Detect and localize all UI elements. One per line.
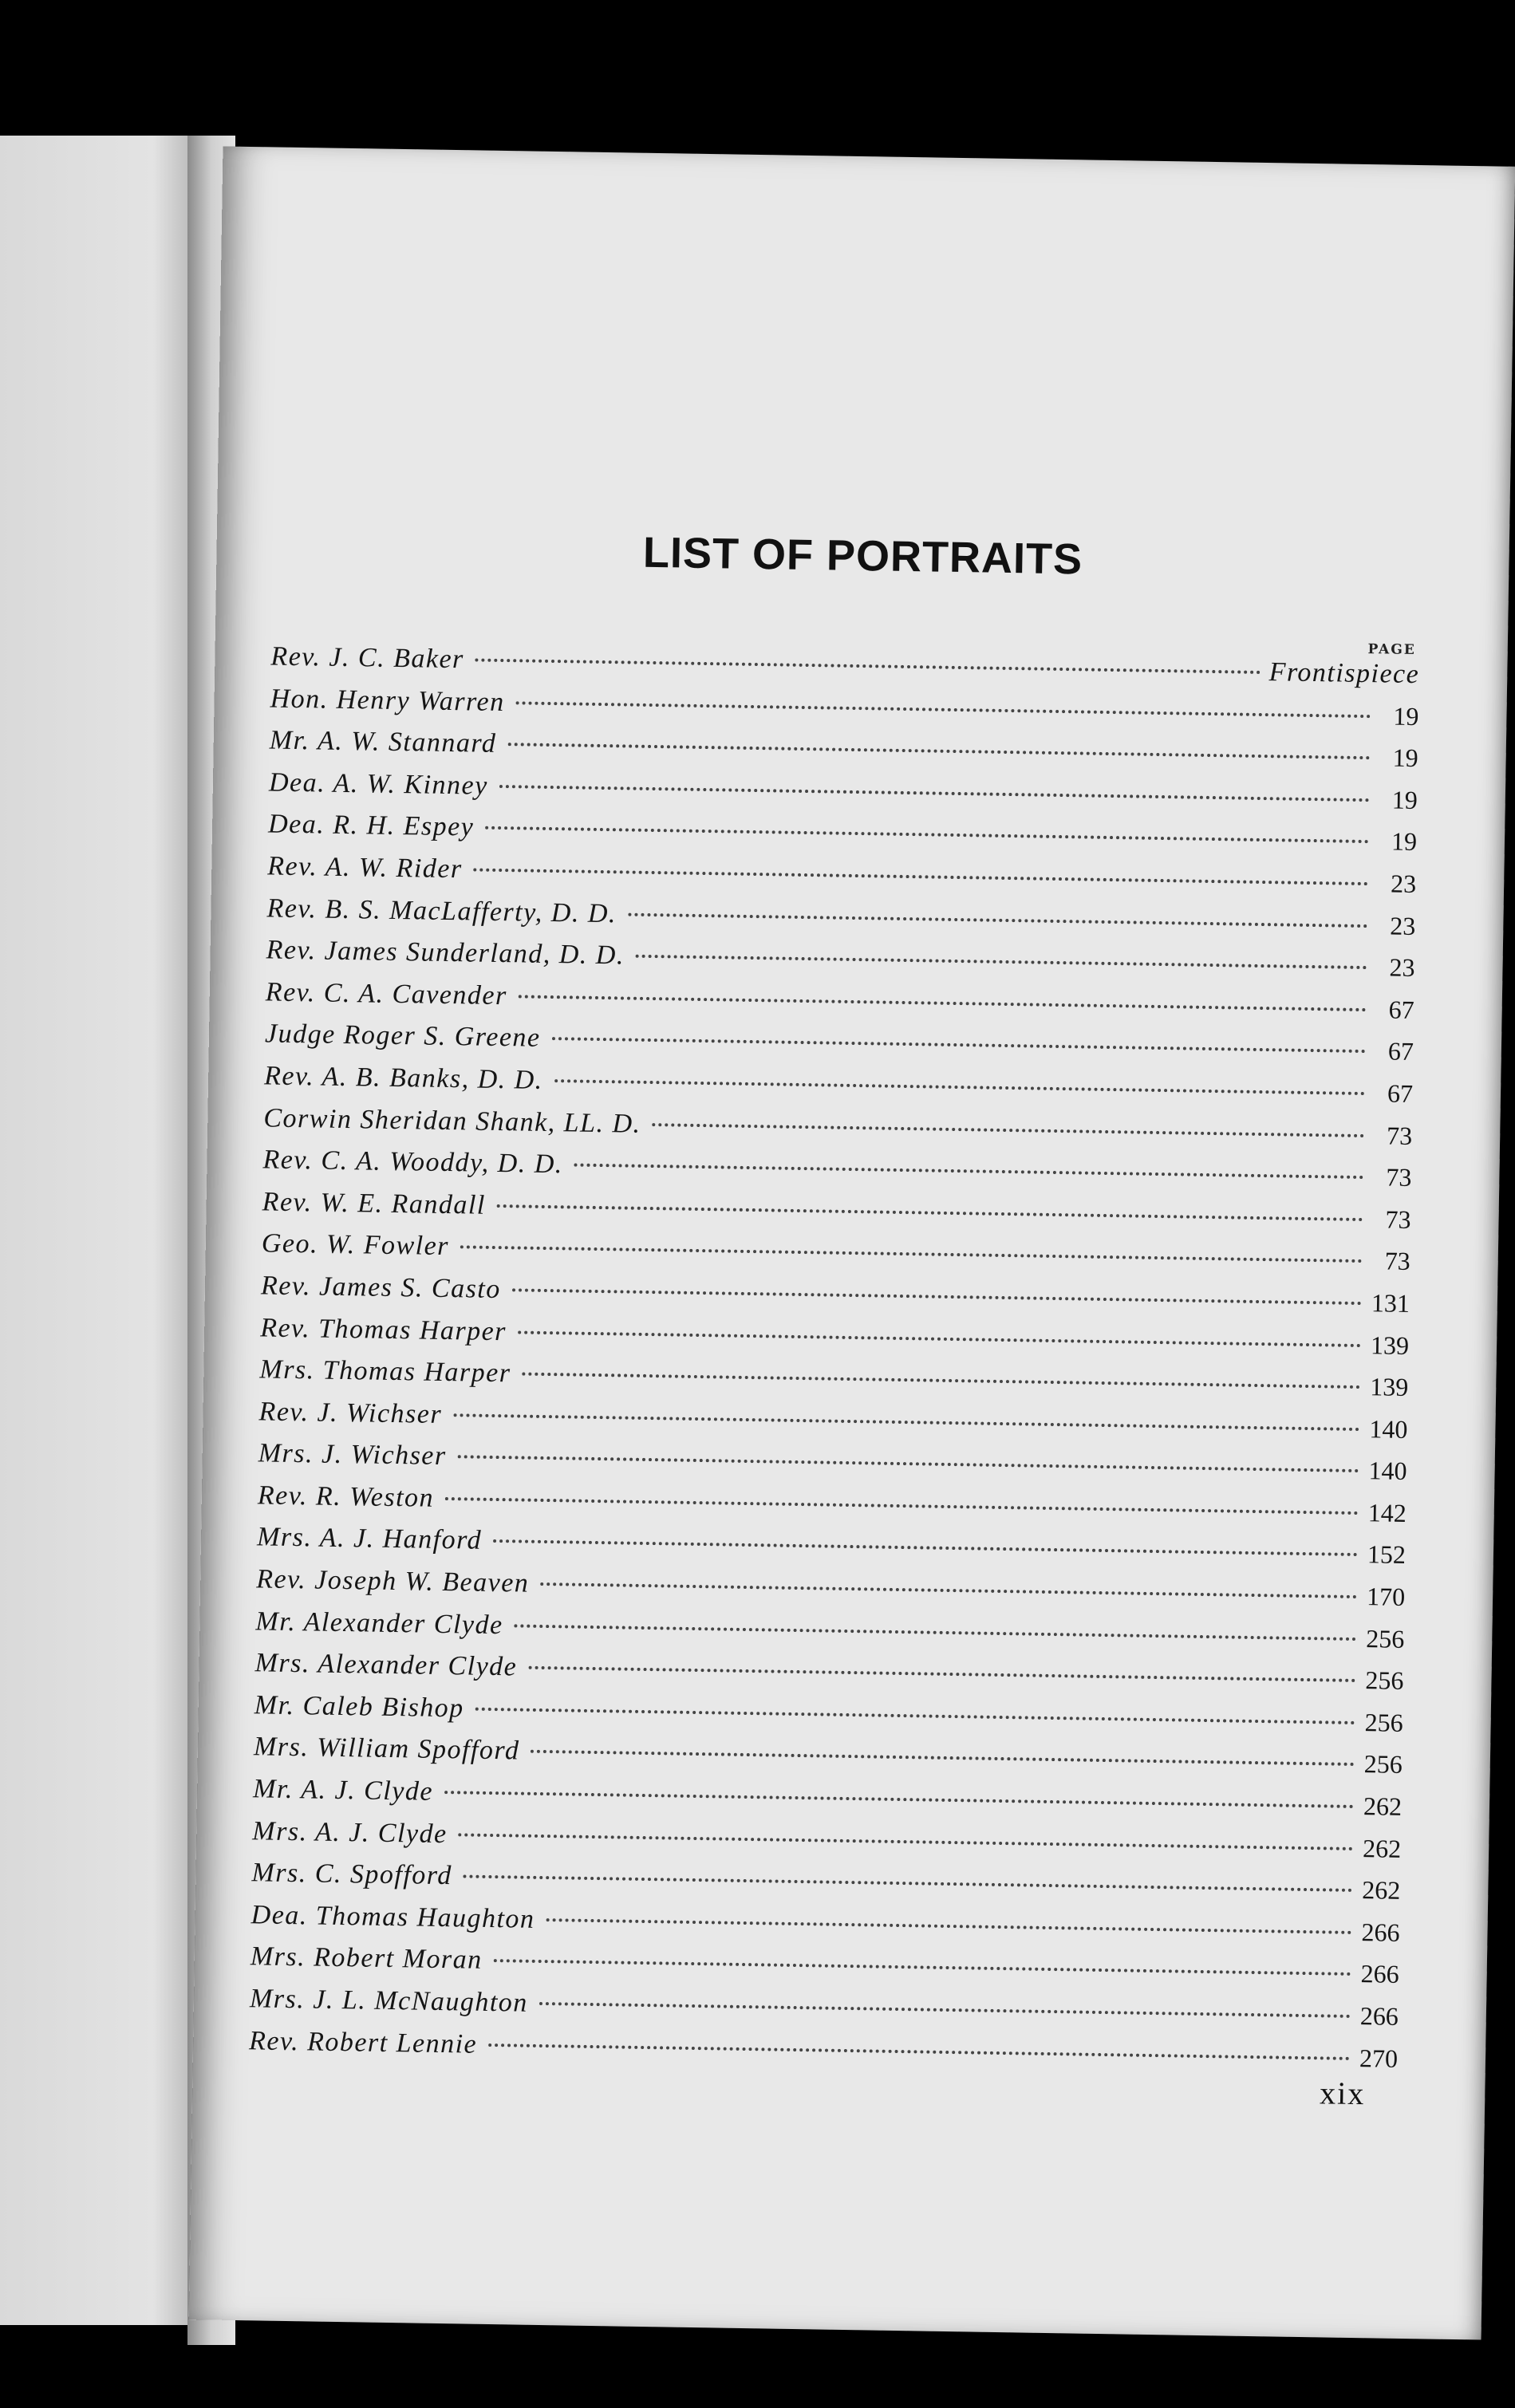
dot-leader (507, 743, 1370, 759)
portrait-name: Rev. Joseph W. Beaven (255, 1564, 530, 1598)
portrait-page-number: 170 (1366, 1582, 1406, 1612)
dot-leader (460, 1246, 1363, 1263)
dot-leader (546, 1918, 1351, 1934)
dot-leader (518, 1330, 1361, 1347)
dot-leader (444, 1791, 1354, 1808)
dot-leader (515, 1624, 1357, 1641)
portrait-page-number: Frontispiece (1268, 657, 1420, 690)
portrait-name: Rev. C. A. Cavender (265, 977, 508, 1011)
facing-page-edge (0, 136, 191, 2325)
portrait-page-number: 270 (1359, 2043, 1399, 2073)
dot-leader (493, 1539, 1358, 1556)
dot-leader (453, 1413, 1359, 1431)
portrait-list (249, 641, 1420, 2086)
portrait-page-number: 73 (1385, 1204, 1411, 1234)
portrait-page-number: 256 (1365, 1665, 1404, 1696)
portrait-name: Rev. W. E. Randall (262, 1187, 487, 1220)
dot-leader (499, 785, 1370, 802)
dot-leader (458, 1456, 1359, 1473)
portrait-page-number: 139 (1370, 1330, 1410, 1360)
portrait-page-number: 256 (1366, 1623, 1405, 1653)
portrait-page-number: 140 (1368, 1456, 1407, 1486)
portrait-name: Rev. J. Wichser (258, 1397, 443, 1429)
dot-leader (475, 658, 1261, 673)
portrait-page-number: 262 (1362, 1875, 1401, 1906)
dot-leader (519, 995, 1367, 1011)
portrait-name: Dea. Thomas Haughton (251, 1900, 535, 1934)
portrait-name: Dea. R. H. Espey (267, 809, 475, 842)
portrait-page-number: 73 (1386, 1162, 1412, 1192)
portrait-name: Mrs. A. J. Hanford (256, 1522, 483, 1556)
portrait-page-number: 262 (1362, 1833, 1402, 1863)
dot-leader (636, 955, 1367, 969)
portrait-name: Rev. A. W. Rider (267, 851, 463, 885)
dot-leader (540, 1582, 1357, 1598)
portrait-page-number: 67 (1387, 1036, 1414, 1066)
portrait-name: Mrs. Alexander Clyde (254, 1648, 518, 1682)
dot-leader (516, 701, 1371, 718)
portrait-page-number: 142 (1367, 1498, 1407, 1527)
dot-leader (445, 1497, 1359, 1515)
portrait-page-number: 19 (1392, 743, 1418, 773)
page-column-header: PAGE (1367, 641, 1416, 659)
portrait-name: Rev. Thomas Harper (259, 1312, 507, 1346)
portrait-name: Rev. J. C. Baker (270, 641, 465, 675)
dot-leader (459, 1833, 1354, 1850)
dot-leader (475, 1707, 1355, 1724)
portrait-name: Mrs. J. Wichser (258, 1438, 447, 1472)
portrait-name: Mr. A. J. Clyde (252, 1774, 434, 1807)
portrait-name: Mrs. Thomas Harper (259, 1354, 511, 1389)
portrait-page-number: 19 (1393, 701, 1419, 731)
portrait-page-number: 23 (1390, 911, 1416, 940)
dot-leader (485, 826, 1369, 843)
portrait-page-number: 19 (1391, 826, 1418, 857)
portrait-name: Mrs. William Spofford (253, 1732, 520, 1766)
portrait-page-number: 67 (1387, 1078, 1414, 1108)
portrait-page-number: 262 (1363, 1791, 1403, 1821)
portrait-page-number: 19 (1391, 785, 1418, 814)
portrait-name: Corwin Sheridan Shank, LL. D. (263, 1102, 641, 1139)
portrait-name: Mr. A. W. Stannard (269, 725, 497, 759)
portrait-page-number: 256 (1364, 1708, 1403, 1737)
dot-leader (474, 868, 1369, 885)
portrait-name: Mrs. A. J. Clyde (252, 1815, 448, 1849)
portrait-name: Mrs. Robert Moran (250, 1941, 483, 1976)
dot-leader (531, 1750, 1354, 1766)
portrait-name: Rev. B. S. MacLafferty, D. D. (266, 893, 617, 928)
portrait-page-number: 266 (1359, 2001, 1399, 2031)
portrait-page-number: 266 (1361, 1917, 1400, 1947)
page-title: LIST OF PORTRAITS (642, 528, 1083, 584)
book-page (189, 146, 1515, 2339)
portrait-page-number: 140 (1369, 1413, 1408, 1444)
portrait-name: Mr. Alexander Clyde (255, 1606, 503, 1640)
portrait-name: Dea. A. W. Kinney (268, 767, 489, 801)
portrait-page-number: 73 (1386, 1121, 1413, 1150)
portrait-page-number: 23 (1390, 869, 1417, 899)
dot-leader (554, 1079, 1365, 1095)
portrait-page-number: 131 (1371, 1288, 1410, 1318)
portrait-name: Mrs. J. L. McNaughton (249, 1984, 529, 2018)
portrait-page-number: 23 (1389, 952, 1415, 983)
dot-leader (628, 912, 1367, 928)
dot-leader (539, 2002, 1351, 2018)
dot-leader (522, 1373, 1360, 1389)
portrait-page-number: 139 (1369, 1372, 1409, 1402)
portrait-name: Rev. James S. Casto (260, 1271, 502, 1304)
dot-leader (464, 1875, 1353, 1893)
portrait-page-number: 73 (1384, 1246, 1411, 1276)
portrait-page-number: 256 (1363, 1749, 1403, 1779)
portrait-name: Rev. C. A. Wooddy, D. D. (262, 1145, 564, 1180)
portrait-page-number: 266 (1360, 1959, 1399, 1989)
portrait-name: Rev. A. B. Banks, D. D. (263, 1061, 544, 1095)
dot-leader (488, 2043, 1350, 2060)
dot-leader (512, 1288, 1362, 1305)
portrait-name: Rev. James Sunderland, D. D. (266, 935, 625, 971)
dot-leader (528, 1666, 1355, 1682)
portrait-page-number: 152 (1367, 1539, 1407, 1570)
dot-leader (574, 1164, 1364, 1180)
portrait-name: Rev. R. Weston (257, 1480, 435, 1513)
page-number: xix (1319, 2075, 1366, 2112)
portrait-name: Rev. Robert Lennie (248, 2025, 478, 2059)
portrait-name: Judge Roger S. Greene (264, 1019, 541, 1054)
portrait-name: Hon. Henry Warren (270, 684, 505, 717)
dot-leader (497, 1204, 1363, 1221)
portrait-name: Mr. Caleb Bishop (254, 1690, 465, 1724)
portrait-name: Geo. W. Fowler (261, 1228, 450, 1262)
dot-leader (653, 1123, 1365, 1137)
portrait-page-number: 67 (1388, 995, 1414, 1024)
portrait-name: Mrs. C. Spofford (251, 1858, 453, 1891)
dot-leader (552, 1037, 1366, 1053)
dot-leader (494, 1959, 1351, 1976)
